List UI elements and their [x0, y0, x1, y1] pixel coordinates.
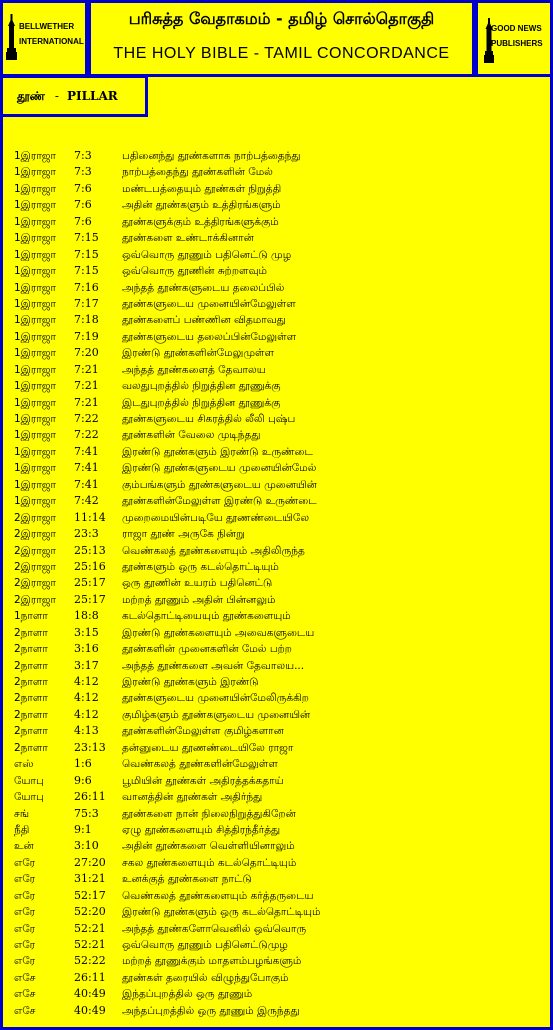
- left-publisher-name: [19, 19, 84, 49]
- verse-ref: 7:6: [74, 198, 92, 212]
- verse-ref: 23:13: [74, 740, 106, 754]
- list-item: [14, 411, 546, 427]
- verse-text: மண்டபத்தையும் தூண்கள் நிறுத்தி: [122, 182, 282, 195]
- good-news-logo: [475, 0, 553, 77]
- list-item: [14, 362, 546, 378]
- verse-ref: 7:41: [74, 444, 99, 458]
- verse-ref: 27:20: [74, 855, 106, 869]
- verse-text: இந்தப்புறத்தில் ஒரு தூணும்: [122, 988, 253, 1001]
- book-ref: 1இராஜா: [14, 413, 57, 425]
- verse-ref: 7:15: [74, 231, 99, 245]
- subject-dash: -: [54, 89, 59, 103]
- book-ref: 1இராஜா: [14, 199, 57, 212]
- subject-heading: [0, 75, 148, 117]
- verse-ref: 7:6: [74, 181, 92, 195]
- book-ref: எரே: [14, 939, 36, 951]
- list-item: [14, 296, 546, 312]
- verse-text: ஒவ்வொரு தூணும் பதினெட்டு முழ: [122, 248, 292, 261]
- verse-ref: 7:22: [74, 412, 99, 425]
- verse-text: ஒவ்வொரு தூணும் பதினெட்டுமுழ: [122, 939, 288, 951]
- list-item: [14, 477, 546, 493]
- book-ref: யோபு: [14, 791, 44, 804]
- verse-ref: 3:17: [74, 658, 99, 672]
- list-item: [14, 625, 546, 641]
- verse-ref: 26:11: [74, 970, 106, 984]
- verse-text: இரண்டு தூண்களின்மேலுமுள்ள: [122, 347, 274, 360]
- subject-tamil: தூண்: [17, 89, 45, 103]
- verse-ref: 7:22: [74, 428, 99, 442]
- list-item: [14, 164, 546, 180]
- verse-ref: 7:3: [74, 165, 92, 179]
- verse-ref: 18:8: [74, 609, 99, 623]
- verse-ref: 7:41: [74, 477, 99, 491]
- verse-text: கும்பங்களும் தூண்களுடைய முனையின்: [122, 478, 317, 491]
- verse-text: கடல்தொட்டியையும் தூண்களையும்: [122, 610, 291, 623]
- list-item: [14, 312, 546, 328]
- book-ref: 1இராஜா: [14, 150, 57, 162]
- verse-text: உனக்குத் தூண்களை நாட்டு: [122, 873, 252, 886]
- book-ref: எசே: [14, 1004, 36, 1017]
- book-ref: 2நாளா: [14, 692, 48, 705]
- verse-ref: 25:17: [74, 592, 106, 606]
- title-box: [88, 0, 475, 77]
- verse-text: குமிழ்களும் தூண்களுடைய முனையின்: [122, 708, 311, 721]
- verse-text: அந்தப்புறத்தில் ஒரு தூணும் இருந்தது: [122, 1004, 300, 1017]
- list-item: [14, 707, 546, 723]
- list-item: [14, 674, 546, 690]
- book-ref: 1இராஜா: [14, 462, 57, 475]
- list-item: [14, 345, 546, 361]
- book-ref: எரே: [14, 856, 36, 869]
- book-ref: எசே: [14, 971, 36, 984]
- verse-ref: 7:16: [74, 280, 99, 294]
- verse-ref: 9:1: [74, 822, 92, 836]
- verse-ref: 31:21: [74, 872, 106, 886]
- list-item: [14, 888, 546, 904]
- verse-text: தூண்கள் தரையில் விழுந்துபோகும்: [122, 971, 289, 984]
- list-item: [14, 526, 546, 542]
- book-ref: 2இராஜா: [14, 593, 57, 606]
- book-ref: 2இராஜா: [14, 560, 57, 573]
- verse-ref: 25:13: [74, 543, 106, 557]
- verse-ref: 7:15: [74, 264, 99, 278]
- list-item: [14, 986, 546, 1002]
- list-item: [14, 460, 546, 476]
- book-ref: 2நாளா: [14, 725, 48, 738]
- verse-ref: 52:22: [74, 954, 106, 968]
- list-item: [14, 214, 546, 230]
- verse-text: தூண்களின்மேலுள்ள குமிழ்களான: [122, 725, 284, 738]
- book-ref: 2இராஜா: [14, 511, 57, 524]
- book-ref: எரே: [14, 955, 36, 968]
- book-ref: 1இராஜா: [14, 380, 57, 393]
- verse-ref: 3:16: [74, 642, 99, 656]
- verse-text: சகல தூண்களையும் கடல்தொட்டியும்: [122, 856, 297, 869]
- verse-ref: 40:49: [74, 1003, 106, 1017]
- book-ref: 2நாளா: [14, 708, 48, 721]
- concordance-list: [14, 148, 546, 1019]
- verse-ref: 75:3: [74, 806, 99, 820]
- book-ref: எரே: [14, 873, 36, 886]
- left-publisher-line2: INTERNATIONAL: [19, 37, 84, 46]
- list-item: [14, 806, 546, 822]
- verse-text: அதின் தூண்களும் உத்திரங்களும்: [122, 199, 281, 212]
- book-ref: உன்: [14, 840, 34, 853]
- verse-text: ராஜா தூண் அருகே நின்று: [122, 528, 245, 541]
- verse-ref: 23:3: [74, 527, 99, 541]
- verse-ref: 26:11: [74, 790, 106, 804]
- book-ref: 2இராஜா: [14, 577, 57, 590]
- verse-text: தன்னுடைய தூணண்டையிலே ராஜா: [122, 741, 294, 754]
- verse-text: இரண்டு தூண்களும் ஒரு கடல்தொட்டியும்: [122, 906, 321, 919]
- verse-ref: 7:15: [74, 247, 99, 261]
- list-item: [14, 904, 546, 920]
- subject-english: PILLAR: [66, 89, 118, 103]
- book-ref: 1இராஜா: [14, 363, 57, 376]
- list-item: [14, 953, 546, 969]
- list-item: [14, 427, 546, 443]
- verse-text: மற்றத் தூணும் அதின் பின்னலும்: [122, 593, 276, 606]
- verse-ref: 7:41: [74, 461, 99, 475]
- list-item: [14, 871, 546, 887]
- verse-text: தூண்களுடைய சிகரத்தில் லீலி புஷ்ப: [122, 413, 296, 425]
- list-item: [14, 378, 546, 394]
- verse-ref: 7:6: [74, 214, 92, 228]
- list-item: [14, 230, 546, 246]
- verse-ref: 52:21: [74, 938, 106, 951]
- title-tamil: பரிசுத்த வேதாகமம் - தமிழ் சொல்தொகுதி: [128, 9, 435, 28]
- verse-ref: 7:21: [74, 362, 99, 376]
- verse-text: பதினைந்து தூண்களாக நாற்பத்தைந்து: [122, 150, 301, 162]
- book-ref: சங்: [14, 807, 30, 820]
- list-item: [14, 559, 546, 575]
- verse-text: இடதுபுறத்தில் நிறுத்தின தூணுக்கு: [122, 396, 281, 409]
- verse-ref: 4:12: [74, 707, 99, 721]
- book-ref: 1இராஜா: [14, 330, 57, 343]
- list-item: [14, 444, 546, 460]
- list-item: [14, 263, 546, 279]
- verse-ref: 4:12: [74, 691, 99, 705]
- book-ref: 1இராஜா: [14, 232, 57, 245]
- book-ref: 2நாளா: [14, 676, 48, 688]
- verse-text: தூண்களின்மேலுள்ள இரண்டு உருண்டை: [122, 495, 317, 508]
- list-item: [14, 970, 546, 986]
- verse-text: தூண்களுடைய முனையின்மேலிருக்கிற: [122, 692, 309, 705]
- book-ref: 1இராஜா: [14, 478, 57, 491]
- list-item: [14, 543, 546, 559]
- verse-ref: 7:18: [74, 313, 99, 327]
- verse-ref: 9:6: [74, 773, 92, 787]
- verse-ref: 25:17: [74, 576, 106, 590]
- verse-text: தூண்களை நான் நிலைநிறுத்துகிறேன்: [122, 807, 296, 820]
- book-ref: எரே: [14, 889, 36, 902]
- list-item: [14, 658, 546, 674]
- list-item: [14, 937, 546, 953]
- list-item: [14, 280, 546, 296]
- book-ref: 2இராஜா: [14, 528, 57, 541]
- verse-ref: 7:20: [74, 346, 99, 360]
- list-item: [14, 756, 546, 772]
- verse-text: தூண்களைப் பண்ணின விதமாவது: [122, 314, 286, 327]
- book-ref: எரே: [14, 906, 36, 919]
- verse-text: தூண்களுக்கும் உத்திரங்களுக்கும்: [122, 215, 279, 228]
- list-item: [14, 921, 546, 937]
- verse-text: வானத்தின் தூண்கள் அதிர்ந்து: [122, 791, 263, 804]
- list-item: [14, 197, 546, 213]
- book-ref: 1இராஜா: [14, 281, 57, 294]
- right-publisher-name: [491, 21, 543, 51]
- list-item: [14, 148, 546, 164]
- book-ref: 1இராஜா: [14, 166, 57, 179]
- list-item: [14, 1003, 546, 1019]
- book-ref: 1இராஜா: [14, 314, 57, 327]
- book-ref: யோபு: [14, 774, 44, 787]
- list-item: [14, 575, 546, 591]
- list-item: [14, 592, 546, 608]
- book-ref: 1நாளா: [14, 610, 48, 623]
- verse-text: நாற்பத்தைந்து தூண்களின் மேல்: [122, 166, 273, 179]
- list-item: [14, 641, 546, 657]
- verse-ref: 52:20: [74, 905, 106, 919]
- verse-text: இரண்டு தூண்களுடைய முனையின்மேல்: [122, 462, 317, 475]
- verse-ref: 7:3: [74, 149, 92, 162]
- list-item: [14, 855, 546, 871]
- book-ref: 1இராஜா: [14, 445, 57, 458]
- list-item: [14, 773, 546, 789]
- verse-ref: 52:17: [74, 888, 106, 902]
- verse-text: இரண்டு தூண்களையும் அவைகளுடைய: [122, 626, 315, 639]
- list-item: [14, 822, 546, 838]
- right-publisher-line1: GOOD NEWS: [491, 24, 542, 33]
- list-item: [14, 395, 546, 411]
- verse-text: தூண்களுடைய தலைப்பின்மேலுள்ள: [122, 330, 297, 343]
- book-ref: 1இராஜா: [14, 265, 57, 278]
- title-english: THE HOLY BIBLE - TAMIL CONCORDANCE: [113, 45, 450, 62]
- list-item: [14, 493, 546, 509]
- verse-ref: 7:21: [74, 395, 99, 409]
- verse-text: தூண்களும் ஒரு கடல்தொட்டியும்: [122, 560, 279, 573]
- list-item: [14, 789, 546, 805]
- book-ref: 1இராஜா: [14, 495, 57, 508]
- book-ref: 2நாளா: [14, 626, 48, 639]
- book-ref: நீதி: [14, 823, 30, 836]
- book-ref: 1இராஜா: [14, 429, 57, 442]
- verse-text: பூமியின் தூண்கள் அதிரத்தக்கதாய்: [122, 774, 284, 787]
- verse-ref: 4:12: [74, 675, 99, 688]
- book-ref: 2நாளா: [14, 741, 48, 754]
- book-ref: எரே: [14, 922, 36, 935]
- right-publisher-line2: PUBLISHERS: [491, 39, 543, 48]
- verse-text: அந்தத் தூண்களோவெனில் ஒவ்வொரு: [122, 922, 307, 935]
- book-ref: 1இராஜா: [14, 297, 57, 310]
- verse-ref: 3:15: [74, 625, 99, 639]
- verse-text: தூண்களுடைய முனையின்மேலுள்ள: [122, 297, 296, 310]
- verse-ref: 11:14: [74, 510, 106, 524]
- left-publisher-line1: BELLWETHER: [19, 22, 75, 31]
- verse-ref: 7:21: [74, 379, 99, 393]
- list-item: [14, 838, 546, 854]
- bellwether-logo: [0, 0, 88, 77]
- list-item: [14, 690, 546, 706]
- list-item: [14, 247, 546, 263]
- book-ref: எசே: [14, 988, 36, 1001]
- verse-text: அந்தத் தூண்களுடைய தலைப்பில்: [122, 281, 285, 294]
- verse-ref: 7:42: [74, 494, 99, 508]
- verse-text: முறைமையின்படியே தூணண்டையிலே: [122, 511, 310, 524]
- verse-ref: 1:6: [74, 757, 92, 771]
- verse-ref: 7:17: [74, 296, 99, 310]
- list-item: [14, 510, 546, 526]
- list-item: [14, 181, 546, 197]
- verse-text: தூண்களின் முனைகளின் மேல் பற்ற: [122, 643, 292, 656]
- verse-text: தூண்களின் வேலை முடிந்தது: [122, 429, 261, 442]
- verse-text: இரண்டு தூண்களும் இரண்டு உருண்டை: [122, 445, 313, 458]
- verse-text: அந்தத் தூண்களைத் தேவாலய: [122, 363, 266, 376]
- book-ref: 2நாளா: [14, 659, 48, 672]
- verse-ref: 4:13: [74, 724, 99, 738]
- book-ref: 1இராஜா: [14, 248, 57, 261]
- verse-text: மற்றத் தூணுக்கும் மாதளம்பழங்களும்: [122, 955, 302, 968]
- verse-text: வெண்கலத் தூண்களையும் அதிலிருந்த: [122, 544, 305, 557]
- list-item: [14, 723, 546, 739]
- book-ref: 1இராஜா: [14, 396, 57, 409]
- list-item: [14, 608, 546, 624]
- tower-icon: [6, 14, 17, 62]
- book-ref: 1இராஜா: [14, 347, 57, 360]
- verse-text: ஒரு தூணின் உயரம் பதினெட்டு: [122, 577, 273, 590]
- book-ref: 2இராஜா: [14, 544, 57, 557]
- book-ref: 1இராஜா: [14, 182, 57, 195]
- verse-ref: 7:19: [74, 329, 99, 343]
- list-item: [14, 329, 546, 345]
- verse-text: அதின் தூண்களை வெள்ளியினாலும்: [122, 840, 295, 853]
- list-item: [14, 740, 546, 756]
- verse-ref: 52:21: [74, 921, 106, 935]
- verse-text: அந்தத் தூண்களை அவன் தேவாலய...: [122, 659, 305, 672]
- verse-text: ஒவ்வொரு தூணின் சுற்றளவும்: [122, 265, 267, 278]
- verse-text: இரண்டு தூண்களும் இரண்டு: [122, 676, 259, 688]
- verse-text: வெண்கலத் தூண்களையும் கர்த்தருடைய: [122, 889, 314, 902]
- verse-text: வெண்கலத் தூண்களின்மேலுள்ள: [122, 758, 278, 771]
- book-ref: 1இராஜா: [14, 215, 57, 228]
- verse-text: வலதுபுறத்தில் நிறுத்தின தூணுக்கு: [122, 380, 281, 393]
- verse-text: தூண்களை உண்டாக்கினான்: [122, 232, 254, 245]
- book-ref: எஸ்: [14, 758, 34, 771]
- verse-ref: 25:16: [74, 559, 106, 573]
- book-ref: 2நாளா: [14, 643, 48, 656]
- verse-text: ஏழு தூண்களையும் சித்திரந்தீர்த்து: [122, 823, 281, 836]
- verse-ref: 3:10: [74, 839, 99, 853]
- verse-ref: 40:49: [74, 987, 106, 1001]
